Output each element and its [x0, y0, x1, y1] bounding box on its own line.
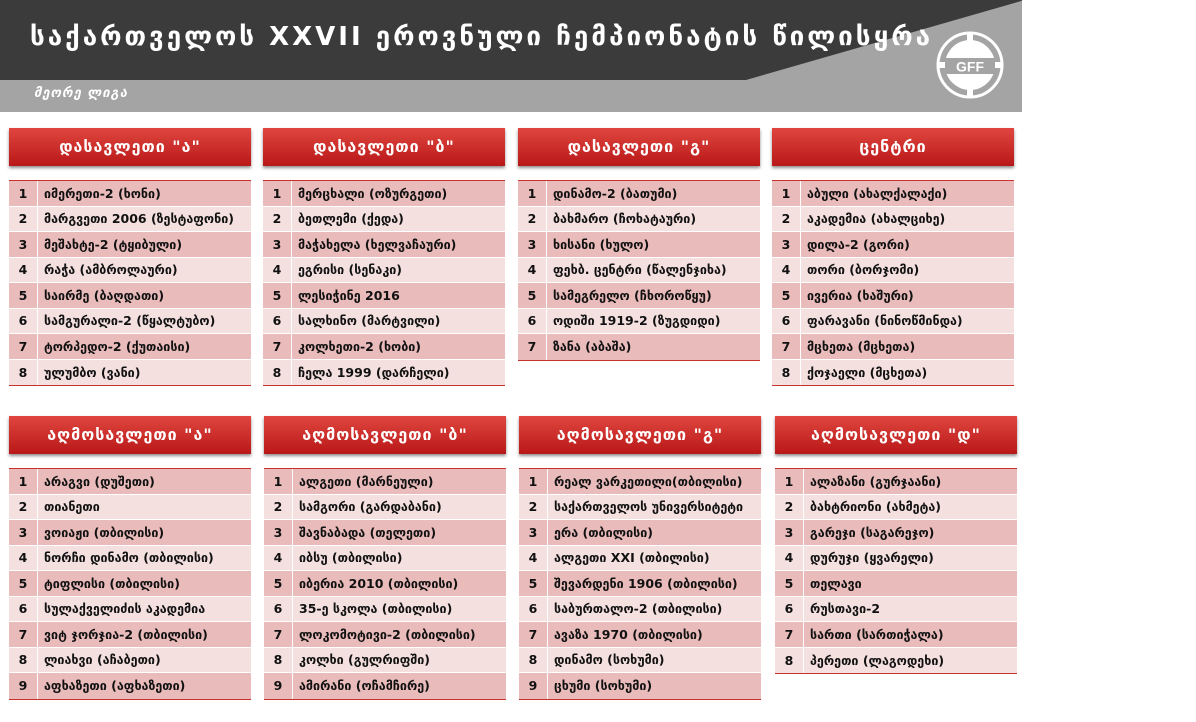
row-number: 6: [784, 601, 794, 617]
row-number: 1: [18, 473, 28, 489]
row-number: 4: [781, 262, 791, 278]
table-row: [264, 648, 506, 674]
team-name: არაგვი (დუშეთი): [37, 469, 251, 494]
table-row: [9, 181, 251, 207]
row-number: 4: [784, 550, 794, 566]
team-name: საირმე (ბაღდათი): [37, 283, 251, 308]
group-east-d: [775, 416, 1017, 674]
team-name: ლოკომოტივი-2 (თბილისი): [292, 622, 506, 647]
team-name: აბული (ახალქალაქი): [800, 181, 1014, 206]
row-number: 9: [18, 678, 28, 694]
team-name: დინამო-2 (ბათუმი): [546, 181, 760, 206]
table-row: [775, 648, 1017, 674]
table-row: [519, 648, 761, 674]
team-name: მცხეთა (მცხეთა): [800, 334, 1014, 359]
group-west-a: [9, 128, 251, 386]
table-row: [264, 520, 506, 546]
group-table: [519, 468, 761, 700]
table-row: [9, 520, 251, 546]
table-row: [263, 360, 505, 386]
row-number: 3: [784, 524, 794, 540]
group-table: [772, 180, 1014, 386]
table-row: [263, 334, 505, 360]
table-row: [775, 622, 1017, 648]
page-subtitle: მეორე ლიგა: [34, 86, 129, 101]
row-number: 1: [528, 473, 538, 489]
group-table: [264, 468, 506, 700]
team-name: იმერეთი-2 (ხონი): [37, 181, 251, 206]
group-table: [518, 180, 760, 361]
row-number: 4: [18, 550, 28, 566]
team-name: საბურთალო-2 (თბილისი): [547, 597, 761, 622]
group-header: დასავლეთი "ბ": [263, 128, 505, 166]
row-number: 3: [18, 236, 28, 252]
table-row: [518, 309, 760, 335]
table-row: [519, 597, 761, 623]
table-row: [518, 232, 760, 258]
team-name: ლიახვი (აჩაბეთი): [37, 648, 251, 673]
row-number: 3: [528, 524, 538, 540]
row-number: 5: [528, 575, 538, 591]
team-name: სართი (სართიჭალა): [803, 622, 1017, 647]
table-row: [9, 309, 251, 335]
team-name: ქოჯაელი (მცხეთა): [800, 360, 1014, 386]
table-row: [263, 258, 505, 284]
row-number: 5: [527, 287, 537, 303]
team-name: ივერია (ხაშური): [800, 283, 1014, 308]
row-number: 2: [18, 499, 28, 515]
team-name: დილა-2 (გორი): [800, 232, 1014, 257]
team-name: იბერია 2010 (თბილისი): [292, 571, 506, 596]
table-row: [9, 334, 251, 360]
row-number: 7: [18, 338, 28, 354]
team-name: იბსუ (თბილისი): [292, 546, 506, 571]
row-number: 3: [527, 236, 537, 252]
gff-logo-text: GFF: [956, 58, 984, 75]
team-name: რეალ ვარკეთილი(თბილისი): [547, 469, 761, 494]
table-row: [775, 571, 1017, 597]
team-name: მეშახტე-2 (ტყიბული): [37, 232, 251, 257]
table-row: [775, 469, 1017, 495]
team-name: გარეჯი (საგარეჯო): [803, 520, 1017, 545]
team-name: ტორპედო-2 (ქუთაისი): [37, 334, 251, 359]
team-name: ცხუმი (სოხუმი): [547, 673, 761, 699]
team-name: ნორჩი დინამო (თბილისი): [37, 546, 251, 571]
table-row: [519, 469, 761, 495]
table-row: [775, 520, 1017, 546]
table-row: [263, 232, 505, 258]
table-row: [518, 258, 760, 284]
row-number: 6: [18, 313, 28, 329]
row-number: 8: [18, 364, 28, 380]
row-number: 7: [272, 338, 282, 354]
row-number: 2: [18, 211, 28, 227]
row-number: 8: [528, 652, 538, 668]
row-number: 2: [273, 499, 283, 515]
table-row: [519, 520, 761, 546]
row-number: 5: [272, 287, 282, 303]
team-name: ალგეთი (მარნეული): [292, 469, 506, 494]
row-number: 1: [18, 185, 28, 201]
team-name: ბეთლემი (ქედა): [291, 207, 505, 232]
row-number: 2: [272, 211, 282, 227]
header-banner: [0, 0, 1022, 112]
team-name: ფეხბ. ცენტრი (წალენჯიხა): [546, 258, 760, 283]
group-table: [263, 180, 505, 386]
team-name: ბახმარო (ჩოხატაური): [546, 207, 760, 232]
table-row: [263, 207, 505, 233]
team-name: სამგორი (გარდაბანი): [292, 495, 506, 520]
team-name: რუსთავი-2: [803, 597, 1017, 622]
row-number: 8: [273, 652, 283, 668]
row-number: 6: [781, 313, 791, 329]
group-header: აღმოსავლეთი "ა": [9, 416, 251, 454]
team-name: ჩელა 1999 (დარჩელი): [291, 360, 505, 386]
row-number: 9: [273, 678, 283, 694]
row-number: 8: [18, 652, 28, 668]
table-row: [772, 334, 1014, 360]
row-number: 5: [273, 575, 283, 591]
team-name: ზანა (აბაშა): [546, 334, 760, 360]
table-row: [519, 546, 761, 572]
table-row: [9, 622, 251, 648]
gff-logo: [935, 30, 1005, 100]
table-row: [519, 495, 761, 521]
row-number: 1: [273, 473, 283, 489]
team-name: მერცხალი (ოზურგეთი): [291, 181, 505, 206]
team-name: ამირანი (ოჩამჩირე): [292, 673, 506, 699]
row-number: 4: [273, 550, 283, 566]
team-name: სალხინო (მარტვილი): [291, 309, 505, 334]
team-name: შავნაბადა (თელეთი): [292, 520, 506, 545]
row-number: 6: [272, 313, 282, 329]
row-number: 6: [528, 601, 538, 617]
table-row: [264, 495, 506, 521]
team-name: ბახტრიონი (ახმეტა): [803, 495, 1017, 520]
table-row: [772, 232, 1014, 258]
table-row: [775, 546, 1017, 572]
team-name: დურუჯი (ყვარელი): [803, 546, 1017, 571]
row-number: 7: [18, 626, 28, 642]
team-name: პერეთი (ლაგოდეხი): [803, 648, 1017, 674]
table-row: [772, 207, 1014, 233]
table-row: [518, 207, 760, 233]
row-number: 1: [527, 185, 537, 201]
table-row: [772, 258, 1014, 284]
row-number: 3: [781, 236, 791, 252]
table-row: [519, 673, 761, 699]
team-name: თიანეთი: [37, 495, 251, 520]
row-number: 2: [528, 499, 538, 515]
row-number: 6: [527, 313, 537, 329]
table-row: [264, 571, 506, 597]
team-name: შევარდენი 1906 (თბილისი): [547, 571, 761, 596]
group-center: [772, 128, 1014, 386]
group-header: ცენტრი: [772, 128, 1014, 166]
team-name: ერა (თბილისი): [547, 520, 761, 545]
group-header: აღმოსავლეთი "ბ": [264, 416, 506, 454]
table-row: [264, 622, 506, 648]
group-header: დასავლეთი "გ": [518, 128, 760, 166]
table-row: [264, 673, 506, 699]
row-number: 7: [781, 338, 791, 354]
team-name: ვიტ ჯორჯია-2 (თბილისი): [37, 622, 251, 647]
row-number: 7: [527, 339, 537, 355]
group-table: [9, 180, 251, 386]
row-number: 1: [781, 185, 791, 201]
group-header: აღმოსავლეთი "დ": [775, 416, 1017, 454]
table-row: [9, 571, 251, 597]
row-number: 4: [528, 550, 538, 566]
table-row: [9, 258, 251, 284]
group-east-c: [519, 416, 761, 700]
table-row: [9, 546, 251, 572]
table-row: [9, 469, 251, 495]
table-row: [9, 648, 251, 674]
team-name: ფარავანი (ნინოწმინდა): [800, 309, 1014, 334]
team-name: ოდიში 1919-2 (ზუგდიდი): [546, 309, 760, 334]
team-name: აფხაზეთი (აფხაზეთი): [37, 673, 251, 699]
table-row: [9, 673, 251, 699]
table-row: [9, 232, 251, 258]
row-number: 2: [784, 499, 794, 515]
row-number: 4: [18, 262, 28, 278]
row-number: 5: [781, 287, 791, 303]
group-table: [9, 468, 251, 700]
table-row: [264, 469, 506, 495]
row-number: 2: [527, 211, 537, 227]
table-row: [264, 597, 506, 623]
team-name: ალაზანი (გურჯაანი): [803, 469, 1017, 494]
table-row: [775, 597, 1017, 623]
group-table: [775, 468, 1017, 674]
team-name: კოლხი (გულრიფში): [292, 648, 506, 673]
table-row: [9, 283, 251, 309]
table-row: [518, 283, 760, 309]
team-name: სამგურალი-2 (წყალტუბო): [37, 309, 251, 334]
table-row: [264, 546, 506, 572]
group-east-a: [9, 416, 251, 700]
group-east-b: [264, 416, 506, 700]
row-number: 7: [273, 626, 283, 642]
row-number: 5: [18, 575, 28, 591]
table-row: [772, 181, 1014, 207]
row-number: 6: [18, 601, 28, 617]
team-name: მაჭახელა (ხელვაჩაური): [291, 232, 505, 257]
team-name: სულაქველიძის აკადემია: [37, 597, 251, 622]
table-row: [263, 309, 505, 335]
row-number: 4: [527, 262, 537, 278]
table-row: [772, 309, 1014, 335]
row-number: 9: [528, 678, 538, 694]
row-number: 2: [781, 211, 791, 227]
table-row: [518, 181, 760, 207]
page-title: საქართველოს XXVII ეროვნული ჩემპიონატის წილისყრა: [30, 22, 934, 52]
table-row: [519, 622, 761, 648]
row-number: 8: [781, 364, 791, 380]
row-number: 1: [272, 185, 282, 201]
team-name: ლესიჭინე 2016: [291, 283, 505, 308]
table-row: [772, 360, 1014, 386]
table-row: [518, 334, 760, 360]
table-row: [263, 181, 505, 207]
row-number: 4: [272, 262, 282, 278]
row-number: 7: [528, 626, 538, 642]
table-row: [9, 360, 251, 386]
team-name: მარგვეთი 2006 (ზესტაფონი): [37, 207, 251, 232]
row-number: 8: [784, 652, 794, 668]
team-name: ტიფლისი (თბილისი): [37, 571, 251, 596]
row-number: 3: [273, 524, 283, 540]
team-name: საქართველოს უნივერსიტეტი: [547, 495, 761, 520]
row-number: 6: [273, 601, 283, 617]
team-name: ავაზა 1970 (თბილისი): [547, 622, 761, 647]
table-row: [519, 571, 761, 597]
team-name: რაჭა (ამბროლაური): [37, 258, 251, 283]
team-name: სამეგრელო (ჩხოროწყუ): [546, 283, 760, 308]
team-name: ვოიაჟი (თბილისი): [37, 520, 251, 545]
team-name: ალგეთი XXI (თბილისი): [547, 546, 761, 571]
group-west-b: [263, 128, 505, 386]
team-name: აკადემია (ახალციხე): [800, 207, 1014, 232]
row-number: 1: [784, 473, 794, 489]
row-number: 5: [18, 287, 28, 303]
table-row: [263, 283, 505, 309]
row-number: 5: [784, 575, 794, 591]
team-name: თორი (ბორჯომი): [800, 258, 1014, 283]
team-name: ულუმბო (ვანი): [37, 360, 251, 386]
team-name: ხისანი (ხულო): [546, 232, 760, 257]
row-number: 3: [18, 524, 28, 540]
team-name: 35-ე სკოლა (თბილისი): [292, 597, 506, 622]
table-row: [9, 597, 251, 623]
table-row: [9, 207, 251, 233]
row-number: 3: [272, 236, 282, 252]
team-name: კოლხეთი-2 (ხობი): [291, 334, 505, 359]
row-number: 7: [784, 626, 794, 642]
table-row: [772, 283, 1014, 309]
group-header: დასავლეთი "ა": [9, 128, 251, 166]
team-name: თელავი: [803, 571, 1017, 596]
team-name: ეგრისი (სენაკი): [291, 258, 505, 283]
group-west-c: [518, 128, 760, 361]
group-header: აღმოსავლეთი "გ": [519, 416, 761, 454]
table-row: [9, 495, 251, 521]
team-name: დინამო (სოხუმი): [547, 648, 761, 673]
row-number: 8: [272, 364, 282, 380]
table-row: [775, 495, 1017, 521]
